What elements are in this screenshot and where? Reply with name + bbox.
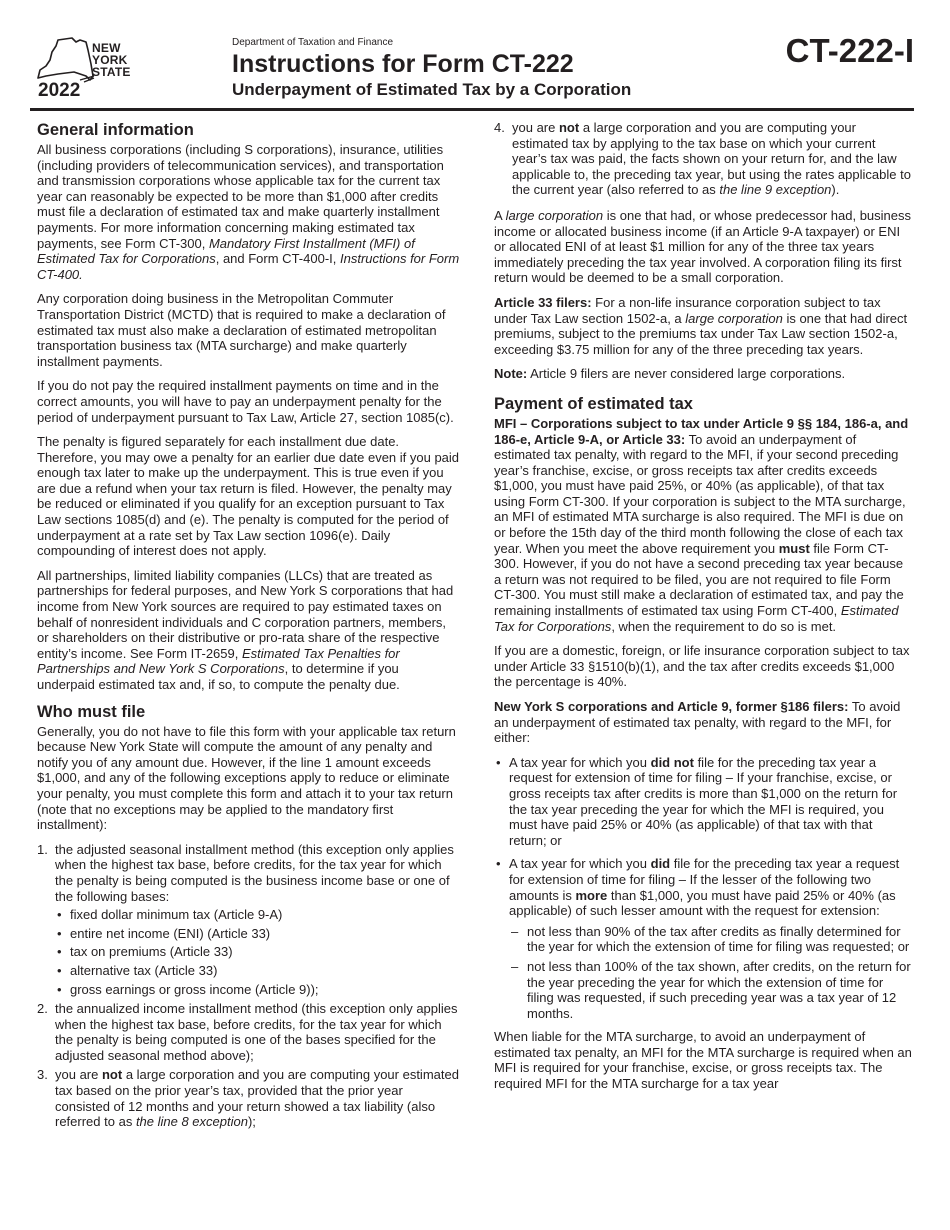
exception-number: 2. <box>37 1001 48 1017</box>
nys-corporations-paragraph <box>494 699 912 746</box>
emphasis-italic: the line 8 exception <box>135 1114 248 1130</box>
general-paragraph-3: If you do not pay the required installment payments on time and in the correct amounts, you will have to pay an underpayment penalty for the period of underpayment pursuant to Tax Law, Article 27, section 1085(c). <box>37 378 454 425</box>
text-run: To avoid an underpayment of estimated tax penalty, with regard to the MFI, if your second preceding year’s franchise, excise, or gross receipts tax after credits exceeds $1,000, you must have paid 25%, or 40% (as applicable), of that tax using Form CT-300. If your corporation is subject to the MTA surcharge, an MFI of estimated MTA surcharge is also required. The MFI is due on or before the 15th day of the third month following the close of each tax year. When you meet the above requirement you <box>494 431 906 556</box>
page-subtitle: Underpayment of Estimated Tax by a Corporation <box>232 80 632 99</box>
bullet-glyph: • <box>57 962 62 978</box>
article-33-filers <box>494 295 912 357</box>
text-run: , to determine if you underpaid estimated tax and, if so, to compute the penalty due. <box>37 661 400 692</box>
tax-base-item <box>55 963 460 979</box>
exception-item <box>37 842 460 997</box>
extension-amount-text: not less than 90% of the tax after credits as finally determined for the year for which the extension of time for filing was requested; or <box>527 923 910 955</box>
text-run: A <box>494 207 506 223</box>
tax-base-text: gross earnings or gross income (Article 9)); <box>70 981 319 997</box>
tax-base-text: entire net income (ENI) (Article 33) <box>70 925 271 941</box>
text-run: Article 9 filers are never considered large corporations. <box>527 366 846 382</box>
tax-base-text: tax on premiums (Article 33) <box>70 944 233 960</box>
payment-of-estimated-tax-heading: Payment of estimated tax <box>494 394 693 413</box>
text-run: a large corporation and you are computing your estimated tax based on the prior year’s tax, provided that the prior year consisted of 12 months and your return showed a tax liability (also referred to as <box>55 1067 459 1130</box>
exception-text <box>55 842 454 904</box>
text-run: the annualized income installment method (this exception only applies when the highest tax base, before credits, for the tax year for which the penalty is being computed is one of the bases specified for the adjusted seasonal method above); <box>55 1001 458 1063</box>
text-run: a large corporation and you are computing your estimated tax by applying to the tax base on which your current year’s tax was paid, the facts shown on your return for, and the law applicable to, the preceding tax year, but using the rates applicable to the current year (also referred to as <box>512 120 911 198</box>
tax-base-text: fixed dollar minimum tax (Article 9-A) <box>70 907 283 923</box>
emphasis-bold: Note: <box>494 366 528 382</box>
general-information-heading: General information <box>37 121 194 139</box>
bullet-glyph: • <box>57 907 62 923</box>
right-column <box>494 120 912 1101</box>
logo-line: STATE <box>92 65 131 79</box>
tax-base-item <box>55 944 460 960</box>
text-run: file Form CT-300. However, if you do not have a second preceding tax year because a return was not required to be filed, you are not required to file Form CT-300. You must still make a declaration of estimated tax, and pay the remaining installments of estimated tax using Form CT-400, <box>494 540 904 619</box>
text-run: A tax year for which you <box>509 856 651 872</box>
mta-surcharge-paragraph: When liable for the MTA surcharge, to avoid an underpayment of estimated tax penalty, an MFI for the MTA surcharge is required when an MFI is required for your franchise, excise, or gross receipts tax. The required MFI for the MTA surcharge for a tax year <box>494 1029 912 1092</box>
text-run: file for the preceding tax year a request for extension of time for filing – If your franchise, excise, or gross receipts tax after credits is more than $1,000 on the return for the tax year preceding the year for which the MFI is required, you must have paid 25% or 40% (as applicable) of that tax with that return; or <box>509 754 898 848</box>
page-header <box>0 0 950 110</box>
emphasis-bold: New York S corporations and Article 9, former §186 filers: <box>494 699 849 714</box>
extension-amount-text: not less than 100% of the tax shown, after credits, on the return for the year preceding the year for which the extension of time for filing was requested, if such preceding year was a tax year of 12 months. <box>527 958 911 1021</box>
emphasis-italic: large corporation <box>505 207 604 223</box>
text-run: All partnerships, limited liability companies (LLCs) that are treated as partnerships for federal purposes, and New York S corporations that had income from New York sources are required to pay estimated taxes on behalf of nonresident individuals and C corporation partners, members, or shareholders on their distributive or pro-rata share of the respective entity’s income. See Form IT-2659, <box>37 567 454 661</box>
who-must-file-intro: Generally, you do not have to file this form with your applicable tax return because New York State will compute the amount of any penalty and notify you of any amount due. However, if the line 1 amount exceeds $1,000, and any of the following exceptions apply to reduce or eliminate your penalty, you must complete this form and attach it to your tax return (note that no exceptions may be applied to the mandatory first installment): <box>37 723 456 833</box>
text-run: the adjusted seasonal installment method (this exception only applies when the highest tax base, before credits, for the tax year for which the penalty is being computed is the business income base or one of the following bases: <box>55 841 454 904</box>
mfi-condition-text <box>509 755 897 848</box>
emphasis-bold: not <box>101 1067 123 1083</box>
text-run: , and Form CT-400-I, <box>215 251 340 267</box>
text-run: To avoid an underpayment of estimated tax penalty, with regard to the MFI, for either: <box>494 699 901 746</box>
extension-amount-item <box>509 959 912 1021</box>
general-paragraph-1 <box>37 142 460 282</box>
mfi-paragraph <box>494 416 912 634</box>
domestic-foreign-paragraph: If you are a domestic, foreign, or life insurance corporation subject to tax under Article 33 §1510(b)(1), and the tax after credits exceeds $1,000 the percentage is 40%. <box>494 643 910 690</box>
exception-item <box>37 1067 460 1129</box>
emphasis-italic: Estimated Tax for Corporations <box>494 603 899 634</box>
note-paragraph <box>494 366 912 382</box>
extension-amount-item <box>509 924 912 955</box>
who-must-file-heading: Who must file <box>37 702 146 721</box>
text-run: ); <box>247 1114 256 1130</box>
text-run: is one that had direct premiums, subject to the premiums tax under Tax Law section 1502-a, exceeding $3.75 million for any of the three preceding tax years. <box>494 310 908 357</box>
emphasis-bold: must <box>778 540 810 556</box>
emphasis-italic: the line 9 exception <box>719 182 832 198</box>
dash-glyph: – <box>511 923 519 939</box>
tax-base-item <box>55 982 460 998</box>
logo-line: NEW <box>92 41 121 55</box>
emphasis-italic: Estimated Tax Penalties for Partnerships and New York S Corporations <box>37 645 400 677</box>
page-title: Instructions for Form CT-222 <box>232 50 574 78</box>
text-run: For a non-life insurance corporation subject to tax under Tax Law section 1502-a, a <box>494 294 881 326</box>
text-run: file for the preceding tax year a request for extension of time for filing – If the lesser of the following two amounts is <box>509 856 900 903</box>
emphasis-bold: did <box>650 856 671 872</box>
text-run: ). <box>831 182 840 198</box>
bullet-glyph: • <box>57 981 62 997</box>
emphasis-italic: Instructions for Form CT-400. <box>37 251 460 282</box>
tax-base-list <box>55 907 460 997</box>
header-divider <box>30 108 914 111</box>
exception-number: 3. <box>37 1067 48 1083</box>
general-paragraph-2: Any corporation doing business in the Metropolitan Commuter Transportation District (MCTD) that is required to make a declaration of estimated tax must also make a declaration of estimated metropolitan transportation business tax (MTA surcharge) and make quarterly installment payments. <box>37 291 446 369</box>
department-name: Department of Taxation and Finance <box>232 37 394 48</box>
tax-base-item <box>55 926 460 942</box>
exception-item <box>494 120 912 198</box>
emphasis-bold: more <box>575 887 608 903</box>
logo-line: YORK <box>92 53 128 67</box>
text-run: is one that had, or whose predecessor had, business income or allocated business income (if an Article 9-A taxpayer) or ENI or allocated ENI of at least $1 million for any of the three tax years immediately preceding the tax year involved. A corporation filing its first return would be deemed to be a small corporation. <box>494 207 911 286</box>
exception-text <box>512 120 911 197</box>
large-corporation-definition <box>494 208 912 286</box>
bullet-glyph: • <box>496 856 501 872</box>
form-id: CT-222-I <box>785 32 914 69</box>
exception-number: 4. <box>494 120 505 135</box>
emphasis-bold: did not <box>650 754 694 770</box>
exception-number: 1. <box>37 841 48 857</box>
emphasis-bold: Article 33 filers: <box>494 294 592 310</box>
general-paragraph-5 <box>37 568 460 693</box>
exception-text <box>55 1001 458 1063</box>
text-run: you are <box>55 1067 102 1083</box>
left-column <box>37 120 460 1134</box>
dash-glyph: – <box>511 958 519 974</box>
mfi-condition-item <box>494 856 912 1021</box>
bullet-glyph: • <box>57 925 62 941</box>
exception-item <box>37 1001 460 1063</box>
emphasis-bold: not <box>558 120 580 135</box>
exceptions-list <box>37 842 460 1130</box>
mfi-condition-item <box>494 755 912 849</box>
mfi-conditions-list <box>494 755 912 1022</box>
text-run: you are <box>512 120 559 135</box>
bullet-glyph: • <box>496 754 501 770</box>
bullet-glyph: • <box>57 944 62 960</box>
logo-state-name <box>92 42 131 78</box>
text-run: All business corporations (including S corporations), insurance, utilities (including providers of telecommunication services), and transportation and transmission corporations whose applicable tax for the current tax year can reasonably be expected to be more than $1,000 after credits must file a declaration of estimated tax and make quarterly installment payments. For more information concerning making estimated tax payments, see Form CT-300, <box>37 142 444 251</box>
exceptions-list-continued <box>494 120 912 198</box>
form-year: 2022 <box>38 80 81 101</box>
extension-amounts-list <box>509 924 912 1022</box>
tax-base-item <box>55 907 460 923</box>
text-run: than $1,000, you must have paid 25% or 40% (as applicable) of such lesser amount with the request for extension: <box>509 887 896 919</box>
text-run: A tax year for which you <box>509 754 651 770</box>
text-run: , when the requirement to do so is met. <box>611 618 837 634</box>
emphasis-italic: large corporation <box>685 310 783 326</box>
emphasis-italic: Mandatory First Installment (MFI) of Estimated Tax for Corporations <box>37 235 415 267</box>
nys-logo <box>36 36 156 102</box>
exception-text <box>55 1067 459 1129</box>
emphasis-bold: MFI – Corporations subject to tax under Article 9 §§ 184, 186-a, and 186-e, Article 9-A, or Article 33: <box>494 415 909 447</box>
new-york-state-map-icon <box>36 36 96 84</box>
tax-base-text: alternative tax (Article 33) <box>70 962 218 978</box>
general-paragraph-4: The penalty is figured separately for each installment due date. Therefore, you may owe a penalty for an earlier due date even if you paid enough tax later to make up the underpayment. This is true even if you are due a refund when your tax return is filed. However, the penalty may be reduced or eliminated if you qualify for an exception pursuant to Tax Law sections 1085(d) and (e). The penalty is computed for the period of underpayment at a rate set by Tax Law section 1096(e). Daily compounding of interest does not apply. <box>37 434 460 559</box>
mfi-condition-text <box>509 856 899 918</box>
